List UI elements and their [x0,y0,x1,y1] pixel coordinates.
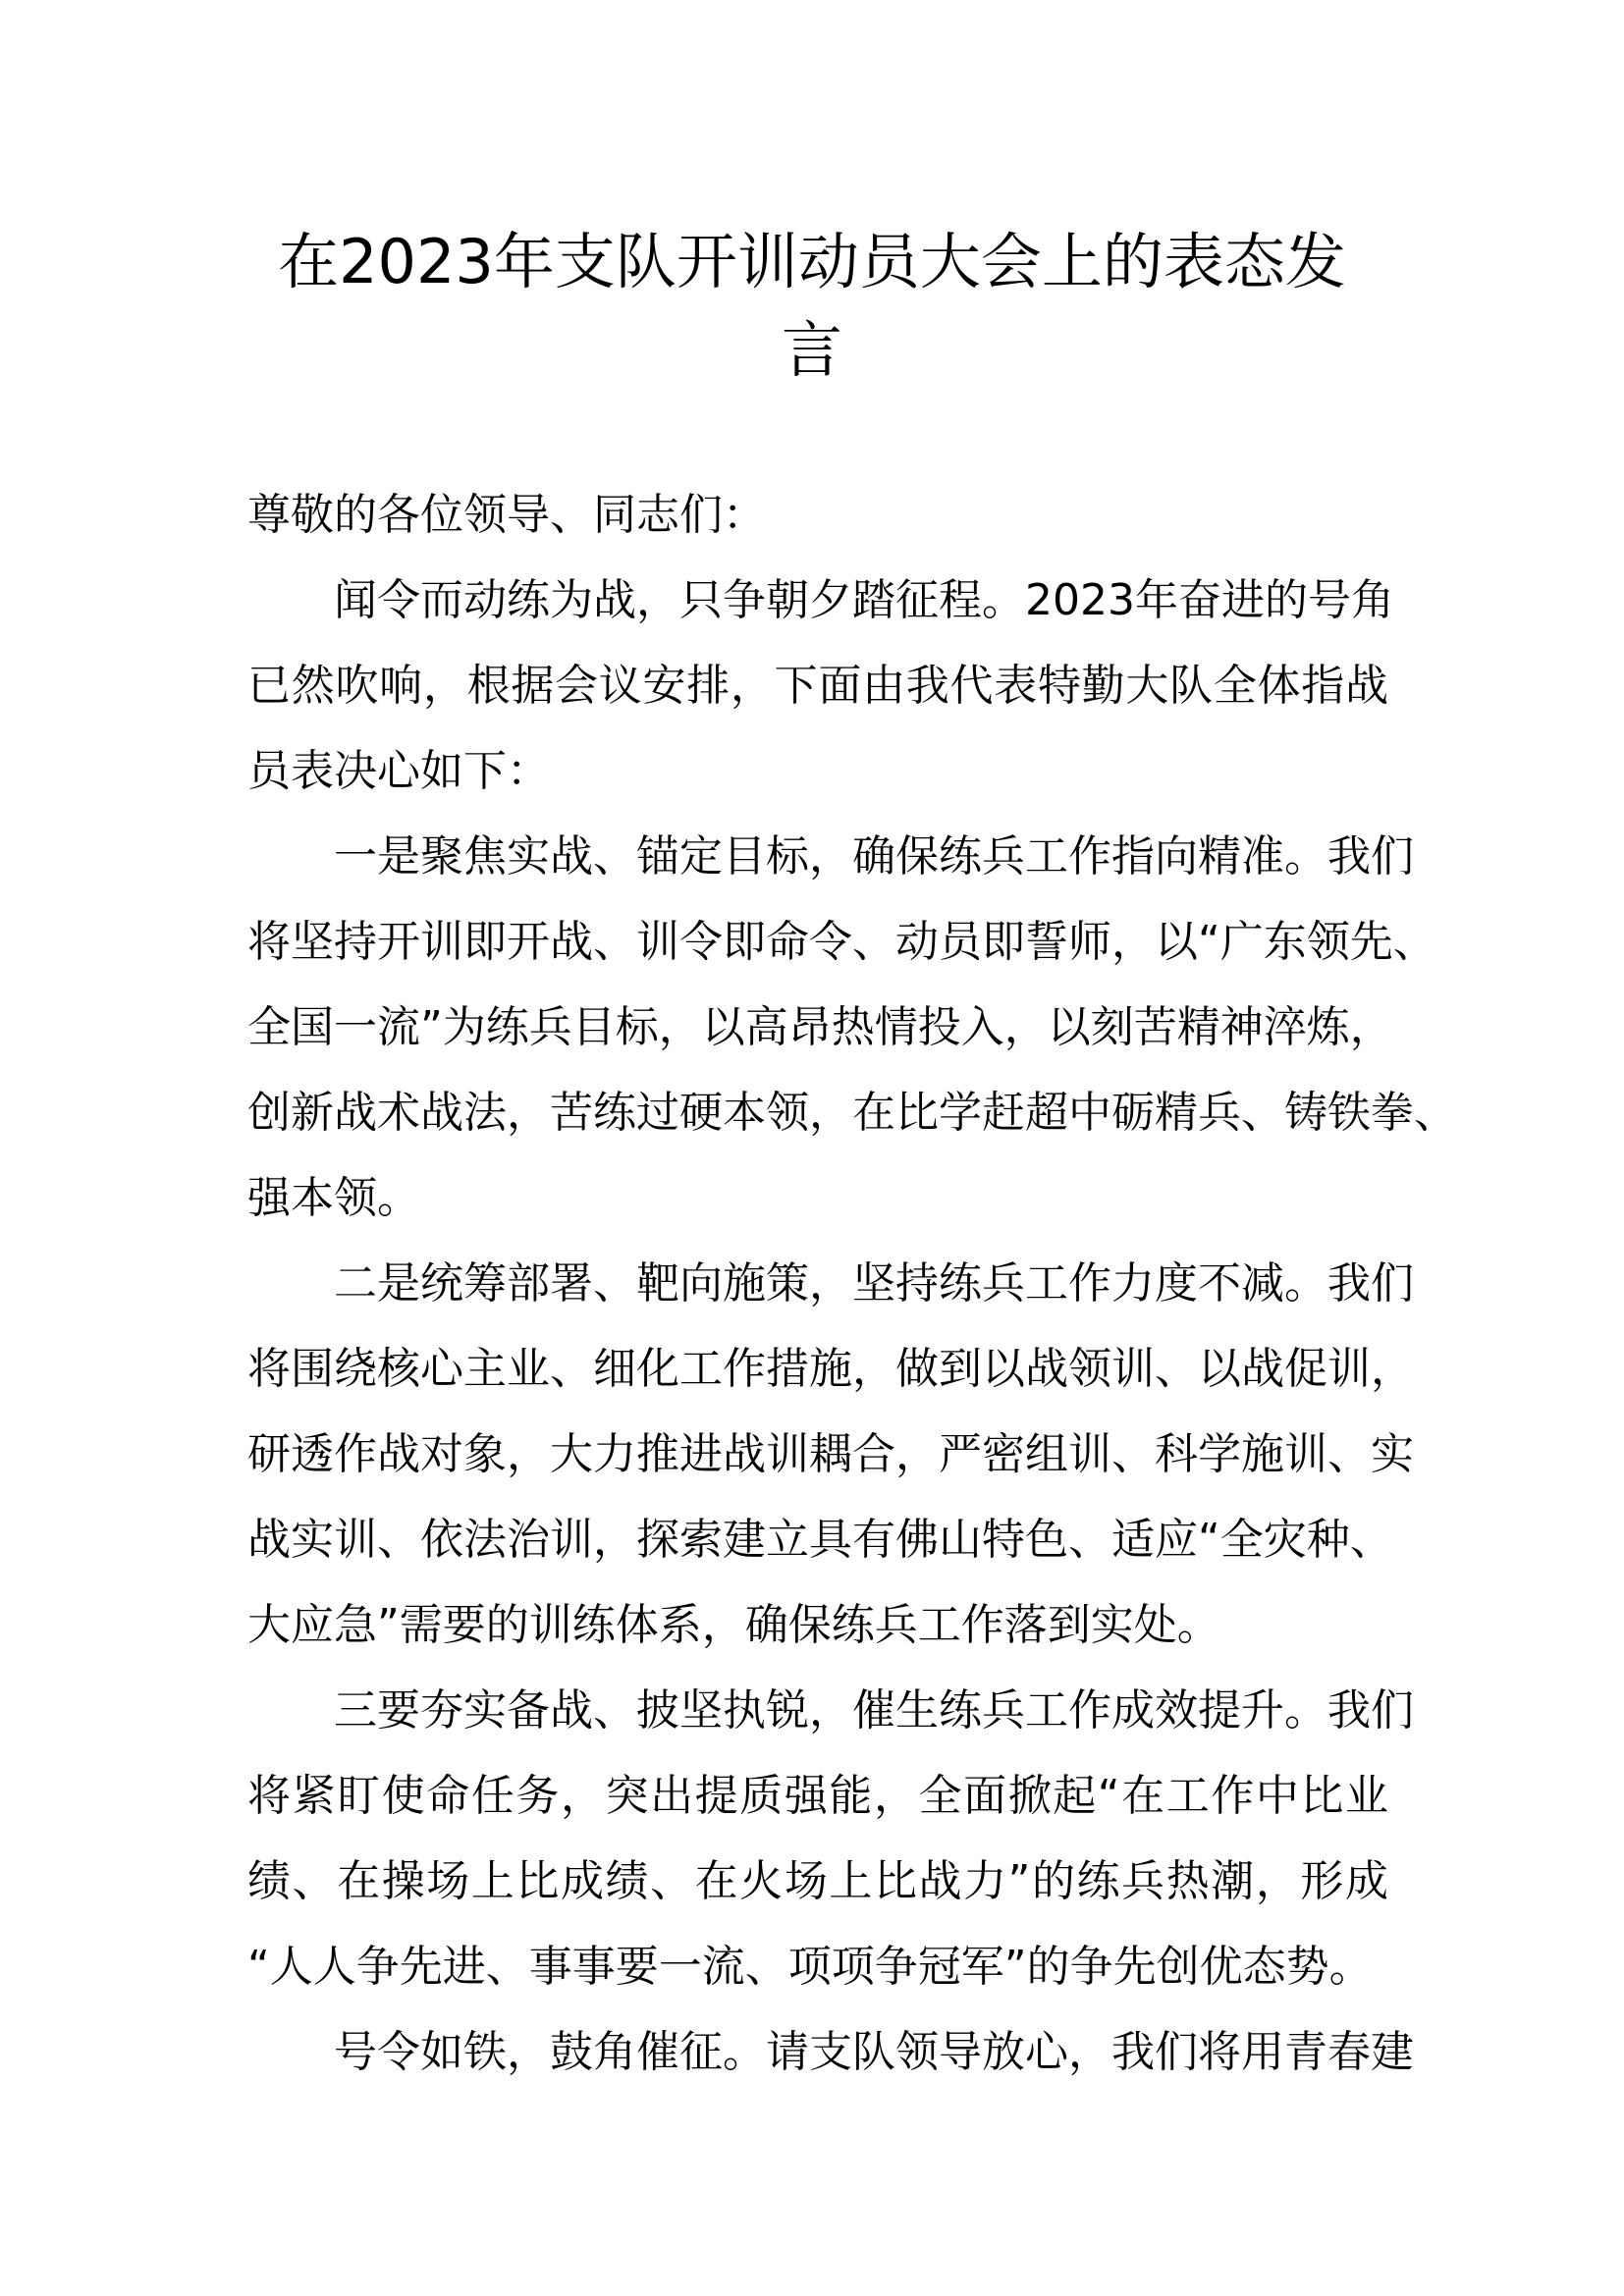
paragraph-4-line: 将紧盯使命任务，突出提质强能，全面掀起“在工作中比业 [247,1771,1388,1821]
paragraph-1-line: 闻令而动练为战，只争朝夕踏征程。2023年奋进的号角 [334,575,1394,625]
paragraph-3-line: 二是统筹部署、靶向施策，坚持练兵工作力度不减。我们 [334,1258,1414,1308]
paragraph-2-line: 创新战术战法，苦练过硬本领，在比学赶超中砺精兵、铸铁拳、 [247,1088,1457,1138]
paragraph-2-line: 将坚持开训即开战、训令即命令、动员即誓师，以“广东领先、 [247,917,1436,967]
salutation: 尊敬的各位领导、同志们： [247,490,766,540]
document-title-line-2: 言 [781,314,842,386]
paragraph-4-line: “人人争先进、事事要一流、项项争冠军”的争先创优态势。 [247,1942,1373,1992]
paragraph-3-line: 研透作战对象，大力推进战训耦合，严密组训、科学施训、实 [247,1429,1414,1479]
document-title-line-1: 在2023年支队开训动员大会上的表态发 [278,226,1346,297]
paragraph-3-line: 将围绕核心主业、细化工作措施，做到以战领训、以战促训， [247,1344,1414,1394]
paragraph-2-line: 强本领。 [247,1173,420,1223]
paragraph-2-line: 全国一流”为练兵目标，以高昂热情投入，以刻苦精神淬炼， [247,1002,1393,1052]
paragraph-3-line: 战实训、依法治训，探索建立具有佛山特色、适应“全灾种、 [247,1515,1393,1565]
paragraph-1-line: 员表决心如下： [247,746,550,796]
paragraph-1-line: 已然吹响，根据会议安排，下面由我代表特勤大队全体指战 [247,661,1388,711]
paragraph-2-line: 一是聚焦实战、锚定目标，确保练兵工作指向精准。我们 [334,831,1414,881]
paragraph-4-line: 绩、在操场上比成绩、在火场上比战力”的练兵热潮，形成 [247,1856,1388,1906]
paragraph-5-line: 号令如铁，鼓角催征。请支队领导放心，我们将用青春建 [334,2027,1414,2077]
paragraph-4-line: 三要夯实备战、披坚执锐，催生练兵工作成效提升。我们 [334,1685,1414,1735]
paragraph-3-line: 大应急”需要的训练体系，确保练兵工作落到实处。 [247,1600,1220,1650]
